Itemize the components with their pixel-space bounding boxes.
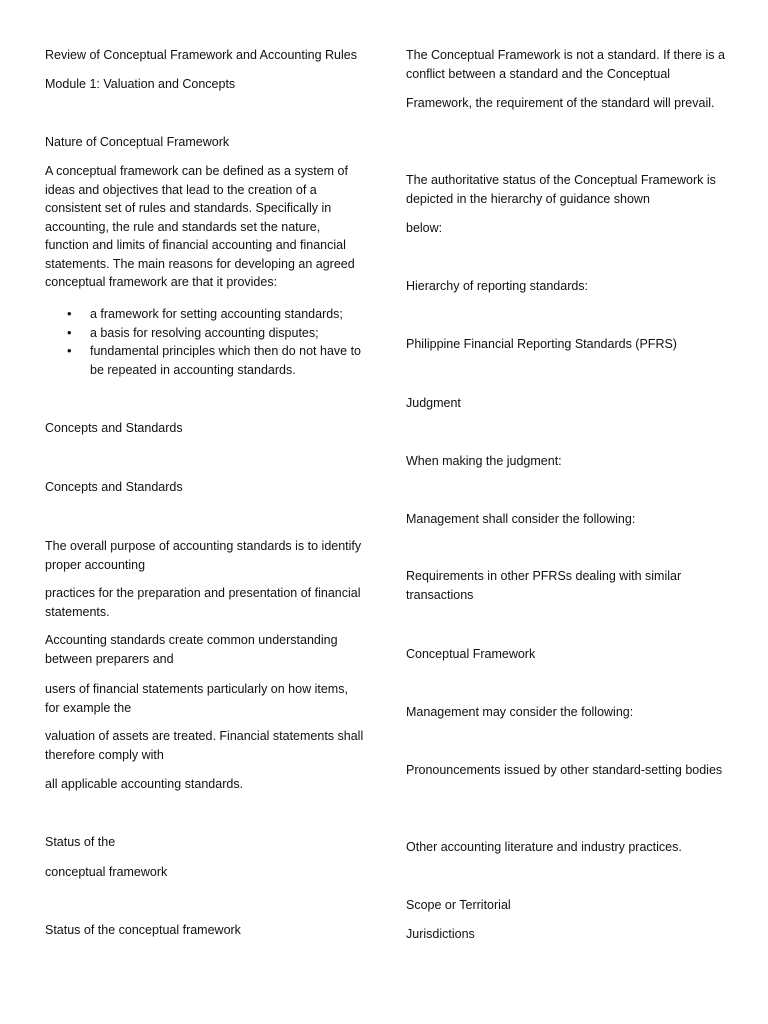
other-literature-item: Other accounting literature and industry practices.	[406, 840, 682, 854]
not-standard-paragraph: Framework, the requirement of the standard will prevail.	[406, 96, 715, 110]
module-title: Module 1: Valuation and Concepts	[45, 77, 236, 91]
concepts-heading: Concepts and Standards	[45, 421, 183, 435]
requirements-item: Requirements in other PFRSs dealing with similar transactions	[406, 569, 682, 602]
authoritative-paragraph: The authoritative status of the Conceptual Framework is depicted in the hierarchy of guidance shown	[406, 173, 716, 206]
purpose-paragraph: The overall purpose of accounting standards is to identify proper accounting	[45, 539, 362, 572]
common-paragraph: all applicable accounting standards.	[45, 777, 244, 791]
common-paragraph: users of financial statements particularly on how items, for example the	[45, 682, 348, 715]
nature-paragraph: A conceptual framework can be defined as a system of ideas and objectives that lead to the creation of a consistent set of rules and standards. Specifically in accounting, the rule and standards set the nature, function and limits of financial accounting and financial statements. The main reasons for developing an agreed conceptual framework are that it provides:	[45, 164, 355, 289]
scope-heading: Scope or Territorial	[406, 898, 511, 912]
hierarchy-heading: Hierarchy of reporting standards:	[406, 279, 589, 293]
mgmt-shall-item: Management shall consider the following:	[406, 512, 636, 526]
concepts-heading: Concepts and Standards	[45, 480, 183, 494]
common-paragraph: Accounting standards create common understanding between preparers and	[45, 633, 338, 666]
authoritative-paragraph: below:	[406, 221, 443, 235]
when-making-item: When making the judgment:	[406, 454, 562, 468]
not-standard-paragraph: The Conceptual Framework is not a standard. If there is a conflict between a standard and the Conceptual	[406, 48, 725, 81]
reasons-list	[45, 305, 365, 379]
list-item: • fundamental principles which then do not have to be repeated in accounting standards.	[45, 342, 365, 379]
status-heading: Status of the conceptual framework	[45, 923, 241, 937]
list-item: • a framework for setting accounting standards;	[45, 305, 365, 324]
mgmt-may-item: Management may consider the following:	[406, 705, 634, 719]
conceptual-item: Conceptual Framework	[406, 647, 536, 661]
pfrs-item: Philippine Financial Reporting Standards (PFRS)	[406, 337, 677, 351]
document-title: Review of Conceptual Framework and Accounting Rules	[45, 48, 357, 62]
pronouncements-item: Pronouncements issued by other standard-setting bodies	[406, 763, 723, 777]
status-heading: conceptual framework	[45, 865, 168, 879]
purpose-paragraph: practices for the preparation and presentation of financial statements.	[45, 586, 361, 619]
status-heading: Status of the	[45, 835, 116, 849]
jurisdictions-heading: Jurisdictions	[406, 927, 475, 941]
common-paragraph: valuation of assets are treated. Financial statements shall therefore comply with	[45, 729, 364, 762]
list-item: • a basis for resolving accounting disputes;	[45, 324, 365, 343]
judgment-item: Judgment	[406, 396, 461, 410]
nature-heading: Nature of Conceptual Framework	[45, 135, 230, 149]
